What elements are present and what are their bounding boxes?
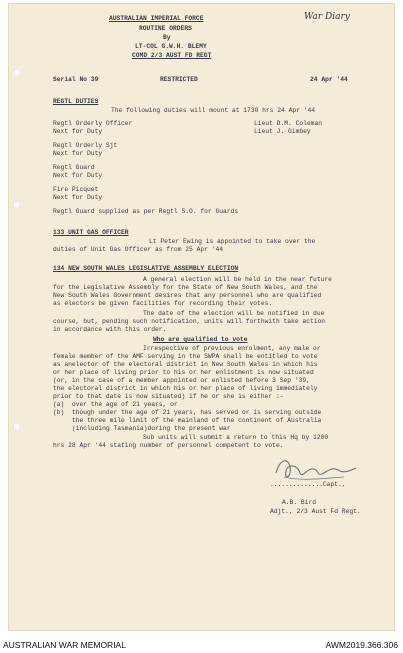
signature-line: ..............Capt., bbox=[270, 481, 346, 488]
unit-heading: AUSTRALIAN IMPERIAL FORCE bbox=[109, 15, 204, 22]
body-line: (or, in the case of a member appointed or enlisted before 3 Sep '39, bbox=[53, 377, 310, 384]
body-line: Sub units will submit a return to this Hq by 1200 bbox=[143, 434, 329, 441]
body-line: or her place of living prior to his or her enlistment is now situated bbox=[53, 369, 314, 376]
duty-name: Lieut D.M. Coleman bbox=[254, 120, 323, 127]
duty-label: Regtl Guard bbox=[53, 164, 95, 171]
duty-label: Fire Picquet bbox=[53, 186, 99, 193]
body-line: New South Wales Government desires that any personnel who are qualified bbox=[53, 292, 322, 299]
list-item: (b) though under the age of 21 years, has served or is serving outside bbox=[53, 409, 322, 416]
by-line: By bbox=[163, 34, 171, 41]
list-item: (including Tasmania)during the present war bbox=[53, 425, 231, 432]
duty-label: Regtl Orderly Sjt bbox=[53, 142, 118, 149]
body-line: hrs 28 Apr '44 stating number of personnel competent to vote. bbox=[53, 442, 284, 449]
handwritten-annotation: War Diary bbox=[304, 12, 350, 22]
archive-reference: AWM2019.366.306 bbox=[325, 640, 398, 650]
body-line: for the Legislative Assembly for the State of New South Wales, and the bbox=[53, 284, 318, 291]
list-item: (a) over the age of 21 years, or bbox=[53, 401, 178, 408]
document-page bbox=[8, 3, 395, 631]
classification: RESTRICTED bbox=[160, 76, 198, 83]
body-line: Irrespective of previous enrolment, any male or bbox=[143, 345, 321, 352]
orders-title: ROUTINE ORDERS bbox=[139, 25, 192, 32]
archive-credit: AUSTRALIAN WAR MEMORIAL bbox=[3, 640, 126, 650]
body-line: The date of the election will be notified in due bbox=[143, 310, 325, 317]
body-line: Lt Peter Ewing is appointed to take over the bbox=[149, 238, 316, 245]
section-heading: 134 NEW SOUTH WALES LEGISLATIVE ASSEMBLY ELECTION bbox=[53, 265, 239, 272]
duty-label: Next for Duty bbox=[53, 172, 103, 179]
body-line: as electors be given facilities for recording their votes. bbox=[53, 300, 273, 307]
commanding-officer: LT-COL G.W.H. BLEMY bbox=[135, 43, 207, 50]
serial-number: Serial No 39 bbox=[53, 76, 99, 83]
body-line: course, but, pending such notification, units will forthwith take action bbox=[53, 318, 326, 325]
body-line: female member of the AMF serving in the SWPA shall be entitled to vote bbox=[53, 353, 318, 360]
order-date: 24 Apr '44 bbox=[310, 76, 348, 83]
section-intro: The following duties will mount at 1730 hrs 24 Apr '44 bbox=[111, 107, 316, 114]
body-line: prior to that date is now situated) if he or she is either :- bbox=[53, 393, 284, 400]
punch-hole bbox=[13, 423, 20, 430]
body-line: as anelector of the electoral district in New South Wales in which his bbox=[53, 361, 318, 368]
duty-name: Lieut J. Gimbey bbox=[254, 128, 311, 135]
signatory-appointment: Adjt., 2/3 Aust Fd Regt. bbox=[270, 508, 361, 515]
section-note: Regtl Guard supplied as per Regtl S.O. for Guards bbox=[53, 208, 239, 215]
punch-hole bbox=[13, 201, 20, 208]
signatory-name: A.B. Bird bbox=[282, 499, 317, 506]
body-line: in accordance with this order. bbox=[53, 326, 167, 333]
list-item: the three mile limit of the mainland of the continent of Australia bbox=[53, 417, 322, 424]
duty-label: Next for Duty bbox=[53, 194, 103, 201]
body-line: duties of Unit Gas Officer as from 25 Apr '44 bbox=[53, 246, 224, 253]
duty-label: Next for Duty bbox=[53, 150, 103, 157]
command-line: COMD 2/3 AUST FD REGT bbox=[132, 52, 212, 59]
duty-label: Next for Duty bbox=[53, 128, 103, 135]
section-heading: 133 UNIT GAS OFFICER bbox=[53, 229, 129, 236]
duty-label: Regtl Orderly Officer bbox=[53, 120, 133, 127]
section-heading: REGTL DUTIES bbox=[53, 98, 99, 105]
body-line: the electoral district in which his or her place of living immediately bbox=[53, 385, 318, 392]
subheading: Who are qualified to vote bbox=[153, 336, 248, 343]
body-line: A general election will be held in the near future bbox=[143, 276, 332, 283]
punch-hole bbox=[13, 69, 20, 76]
